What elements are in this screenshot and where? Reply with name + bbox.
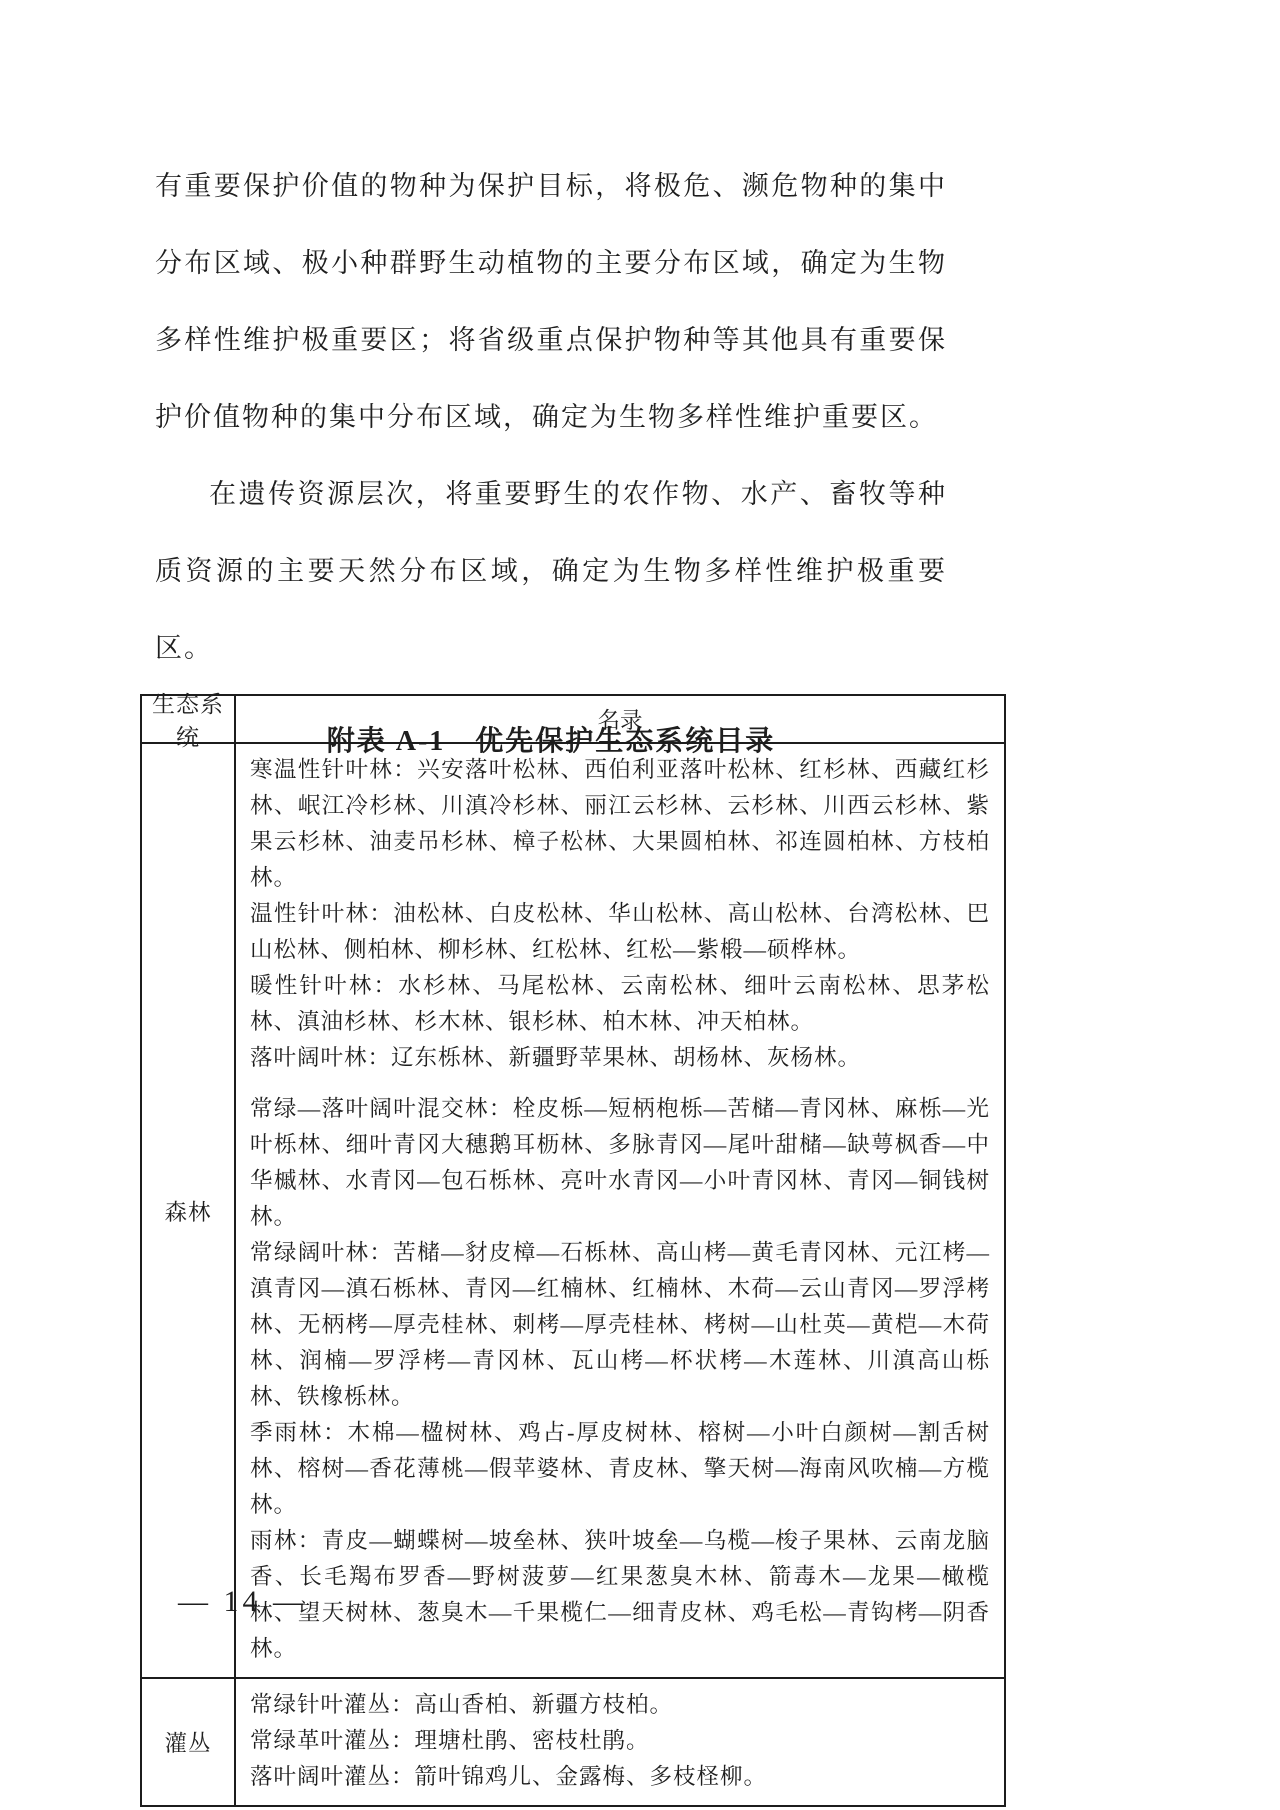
table-row-forest — [142, 742, 1004, 1677]
list-entry-evergreen-conifer-shrub: 常绿针叶灌丛：高山香柏、新疆方枝柏。 — [250, 1692, 674, 1717]
ecosystem-cell-shrub: 灌丛 — [142, 1679, 236, 1805]
list-entry-evergreen-leather-leaf-shrub: 常绿革叶灌丛：理塘杜鹃、密枝杜鹃。 — [250, 1728, 650, 1753]
ecosystem-table — [140, 694, 1006, 1807]
list-cell-forest — [236, 744, 1004, 1677]
ecosystem-cell-forest: 森林 — [142, 744, 236, 1677]
list-entry-deciduous-broadleaf-shrub: 落叶阔叶灌丛：箭叶锦鸡儿、金露梅、多枝柽柳。 — [250, 1764, 768, 1789]
header-cell-list: 名录 — [597, 708, 643, 733]
table-row-shrub — [142, 1677, 1004, 1805]
list-entry-cold-temperate-conifer: 寒温性针叶林：兴安落叶松林、西伯利亚落叶松林、红杉林、西藏红杉林、岷江冷杉林、川滇冷杉林、丽江云杉林、云杉林、川西云杉林、紫果云杉林、油麦吊杉林、樟子松林、大果圆柏林、祁连圆柏林、方枝柏林。 — [250, 757, 990, 890]
list-entry-deciduous-broadleaf: 落叶阔叶林：辽东栎林、新疆野苹果林、胡杨林、灰杨林。 — [250, 1045, 862, 1070]
list-entry-temperate-conifer: 温性针叶林：油松林、白皮松林、华山松林、高山松林、台湾松林、巴山松林、侧柏林、柳杉林、红松林、红松—紫椴—硕桦林。 — [250, 901, 990, 962]
body-paragraph-1: 有重要保护价值的物种为保护目标，将极危、濒危物种的集中分布区域、极小种群野生动植物的主要分布区域，确定为生物多样性维护极重要区；将省级重点保护物种等其他具有重要保护价值物种的集中分布区域，确定为生物多样性维护重要区。 — [155, 171, 947, 432]
page-number: — 14 — — [178, 1585, 307, 1618]
header-cell-ecosystem: 生态系统 — [142, 696, 236, 742]
body-text-block — [155, 148, 947, 759]
body-paragraph-2: 在遗传资源层次，将重要野生的农作物、水产、畜牧等种质资源的主要天然分布区域，确定为生物多样性维护极重要区。 — [155, 479, 947, 663]
list-entry-mixed-broadleaf: 常绿—落叶阔叶混交林：栓皮栎—短柄枹栎—苦槠—青冈林、麻栎—光叶栎林、细叶青冈大穗鹅耳枥林、多脉青冈—尾叶甜槠—缺萼枫香—中华槭林、水青冈—包石栎林、亮叶水青冈—小叶青冈林、青冈—铜钱树林。 — [250, 1096, 990, 1229]
list-cell-shrub — [236, 1679, 1004, 1805]
list-entry-evergreen-broadleaf: 常绿阔叶林：苦槠—豺皮樟—石栎林、高山栲—黄毛青冈林、元江栲—滇青冈—滇石栎林、青冈—红楠林、红楠林、木荷—云山青冈—罗浮栲林、无柄栲—厚壳桂林、刺栲—厚壳桂林、栲树—山杜英—黄桤—木荷林、润楠—罗浮栲—青冈林、瓦山栲—杯状栲—木莲林、川滇高山栎林、铁橡栎林。 — [250, 1240, 990, 1409]
table-header-row — [142, 692, 1004, 750]
list-entry-warm-conifer: 暖性针叶林：水杉林、马尾松林、云南松林、细叶云南松林、思茅松林、滇油杉林、杉木林、银杉林、柏木林、冲天柏林。 — [250, 973, 990, 1034]
list-entry-rainforest: 雨林：青皮—蝴蝶树—坡垒林、狭叶坡垒—乌榄—梭子果林、云南龙脑香、长毛羯布罗香—野树菠萝—红果葱臭木林、箭毒木—龙果—橄榄林、望天树林、葱臭木—千果榄仁—细青皮林、鸡毛松—青钩栲—阴香林。 — [250, 1528, 990, 1661]
table-title: 附表 A-1 优先保护生态系统目录 — [326, 726, 776, 757]
list-entry-monsoon-forest: 季雨林：木棉—楹树林、鸡占-厚皮树林、榕树—小叶白颜树—割舌树林、榕树—香花薄桃—假苹婆林、青皮林、擎天树—海南风吹楠—方榄林。 — [250, 1420, 990, 1517]
